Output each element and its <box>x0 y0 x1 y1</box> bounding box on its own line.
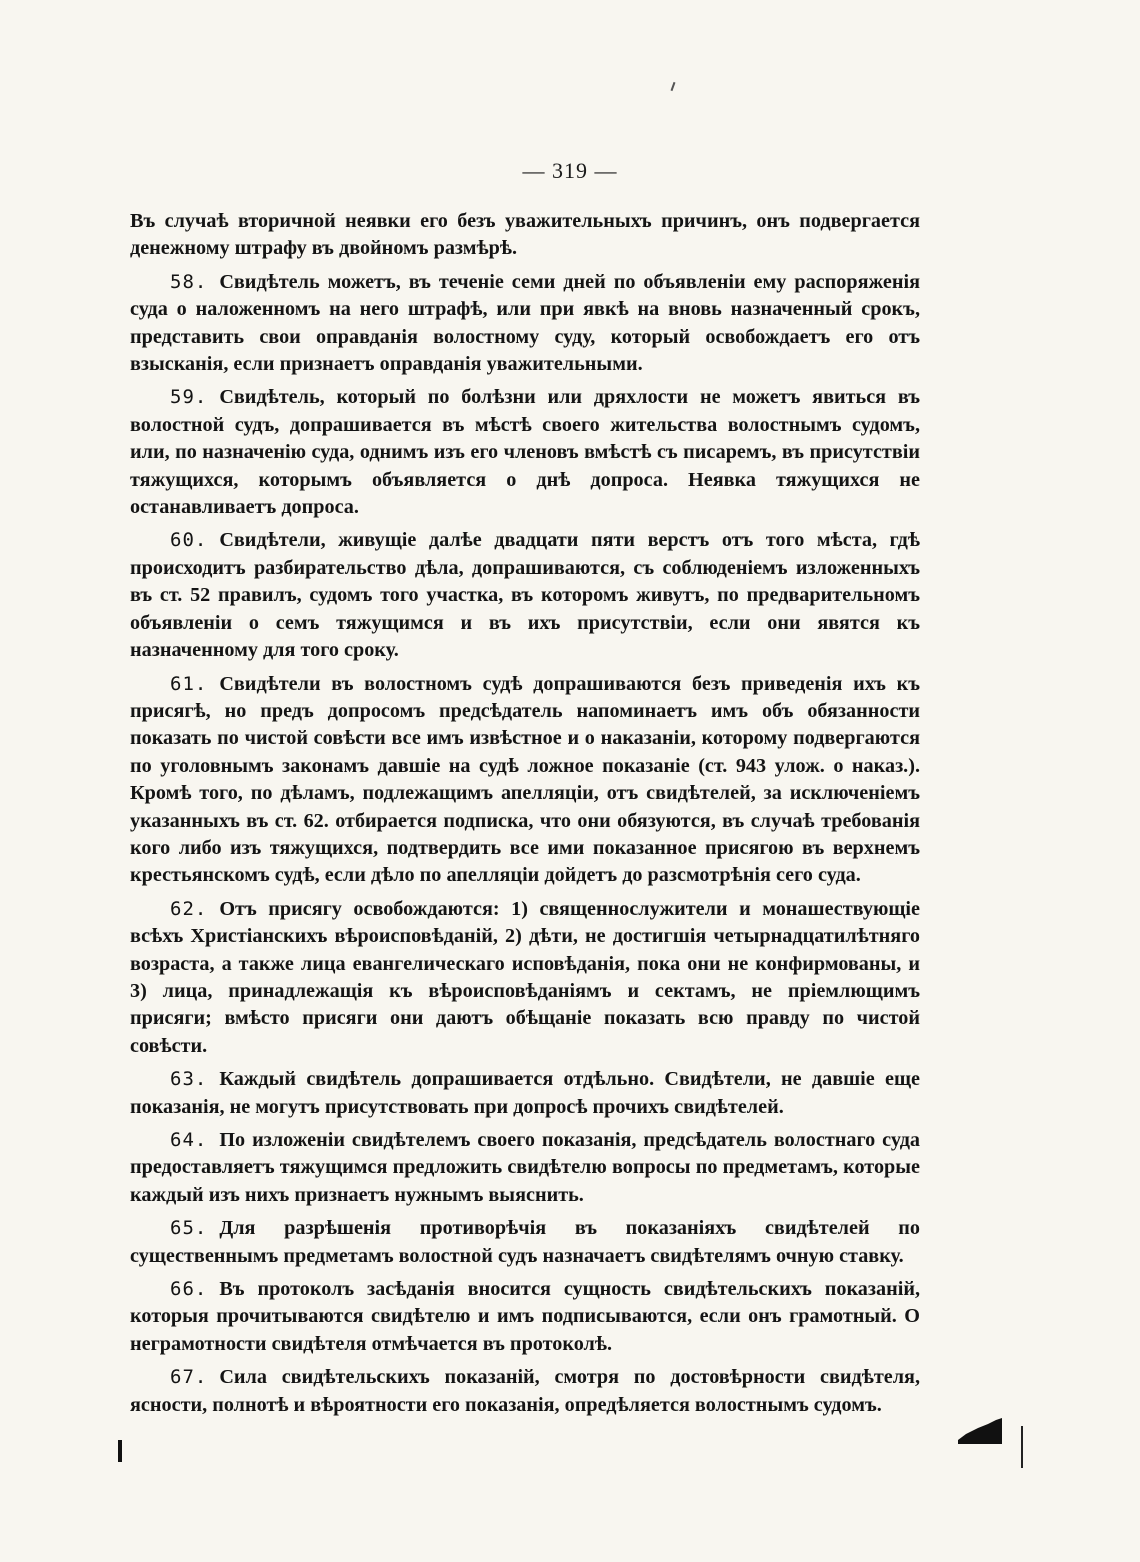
article-text: Въ протоколъ засѣданія вносится сущность свидѣтельскихъ показаній, которыя прочитываются свидѣтелю и имъ подписываются, если онъ грамотный. О неграмотности свидѣтеля отмѣчается въ протоколѣ. <box>130 1278 920 1355</box>
article-number: 66. <box>170 1278 208 1301</box>
article-58 <box>130 269 920 379</box>
article-65 <box>130 1215 920 1270</box>
page-number: — 319 — <box>522 158 618 183</box>
article-text: Свидѣтели, живущіе далѣе двадцати пяти верстъ отъ того мѣста, гдѣ происходитъ разбирательство дѣла, допрашиваются, съ соблюденіемъ изложенныхъ въ ст. 52 правилъ, судомъ того участка, въ которомъ живутъ, по предварительномъ объявленіи о семъ тяжущимся и въ ихъ присутствіи, если они явятся къ назначенному для того сроку. <box>130 529 920 662</box>
scan-speck <box>671 82 676 91</box>
article-text: Свидѣтель можетъ, въ теченіе семи дней по объявленіи ему распоряженія суда о наложенномъ на него штрафѣ, или при явкѣ на вновь назначенный срокъ, представить свои оправданія волостному суду, который освобождаетъ его отъ взысканія, если признаетъ оправданія уважительными. <box>130 270 920 376</box>
article-67 <box>130 1364 920 1419</box>
scan-edge-line <box>1021 1426 1023 1468</box>
article-text: Отъ присягу освобождаются: 1) священнослужители и монашествующіе всѣхъ Христіанскихъ вѣроисповѣданій, 2) дѣти, не достигшія четырнадцатилѣтняго возраста, а также лица евангелическаго исповѣданія, пока они не конфирмованы, и 3) лица, принадлежащія къ вѣроисповѣданіямъ и сектамъ, не пріемлющимъ присяги; вмѣсто присяги они даютъ обѣщаніе показать всю правду по чистой совѣсти. <box>130 897 920 1057</box>
article-number: 61. <box>170 672 208 695</box>
article-66 <box>130 1276 920 1358</box>
article-number: 63. <box>170 1068 208 1091</box>
article-text: Каждый свидѣтель допрашивается отдѣльно. Свидѣтели, не давшіе еще показанія, не могутъ присутствовать при допросѣ прочихъ свидѣтелей. <box>130 1068 920 1118</box>
paragraph-text: Въ случаѣ вторичной неявки его безъ уважительныхъ причинъ, онъ подвергается денежному штрафу въ двойномъ размѣрѣ. <box>130 210 920 260</box>
article-text: Свидѣтель, который по болѣзни или дряхлости не можетъ явиться въ волостной судъ, допрашивается въ мѣстѣ своего жительства волостнымъ судомъ, или, по назначенію суда, однимъ изъ его членовъ вмѣстѣ съ писаремъ, въ присутствіи тяжущихся, которымъ объявляется о днѣ допроса. Неявка тяжущихся не останавливаетъ допроса. <box>130 386 920 519</box>
scan-mark-left <box>118 1440 122 1462</box>
article-number: 65. <box>170 1217 208 1240</box>
scan-mark-right <box>958 1418 1004 1444</box>
article-text: Сила свидѣтельскихъ показаній, смотря по достовѣрности свидѣтеля, ясности, полнотѣ и вѣроятности его показанія, опредѣляется волостнымъ судомъ. <box>130 1366 920 1416</box>
paragraph-continuation <box>130 208 920 263</box>
article-61 <box>130 671 920 890</box>
article-text: По изложеніи свидѣтелемъ своего показанія, предсѣдатель волостнаго суда предоставляетъ тяжущимся предложить свидѣтелю вопросы по предметамъ, которые каждый изъ нихъ признаетъ нужнымъ выяснить. <box>130 1129 920 1206</box>
article-64 <box>130 1127 920 1209</box>
article-63 <box>130 1066 920 1121</box>
article-59 <box>130 384 920 521</box>
body-text <box>130 208 920 1425</box>
article-number: 62. <box>170 897 208 920</box>
article-number: 58. <box>170 270 208 293</box>
article-62 <box>130 896 920 1060</box>
article-number: 64. <box>170 1129 208 1151</box>
article-number: 59. <box>170 386 208 409</box>
article-number: 60. <box>170 529 208 552</box>
article-text: Для разрѣшенія противорѣчія въ показаніяхъ свидѣтелей по существеннымъ предметамъ волостной судъ назначаетъ свидѣтелямъ очную ставку. <box>130 1217 920 1267</box>
article-60 <box>130 527 920 664</box>
article-text: Свидѣтели въ волостномъ судѣ допрашиваются безъ приведенія ихъ къ присягѣ, но предъ допросомъ предсѣдатель напоминаетъ имъ объ обязанности показать по чистой совѣсти все имъ извѣстное и о наказаніи, которому подвергаются по уголовнымъ законамъ давшіе на судѣ ложное показаніе (ст. 943 улож. о наказ.). Кромѣ того, по дѣламъ, подлежащимъ апелляціи, отъ свидѣтелей, за исключеніемъ указанныхъ въ ст. 62. отбирается подписка, что они обязуются, въ случаѣ требованія кого либо изъ тяжущихся, подтвердить все ими показанное присягою въ верхнемъ крестьянскомъ судѣ, если дѣло по апелляціи дойдетъ до разсмотрѣнія сего суда. <box>130 672 920 887</box>
article-number: 67. <box>170 1366 208 1389</box>
